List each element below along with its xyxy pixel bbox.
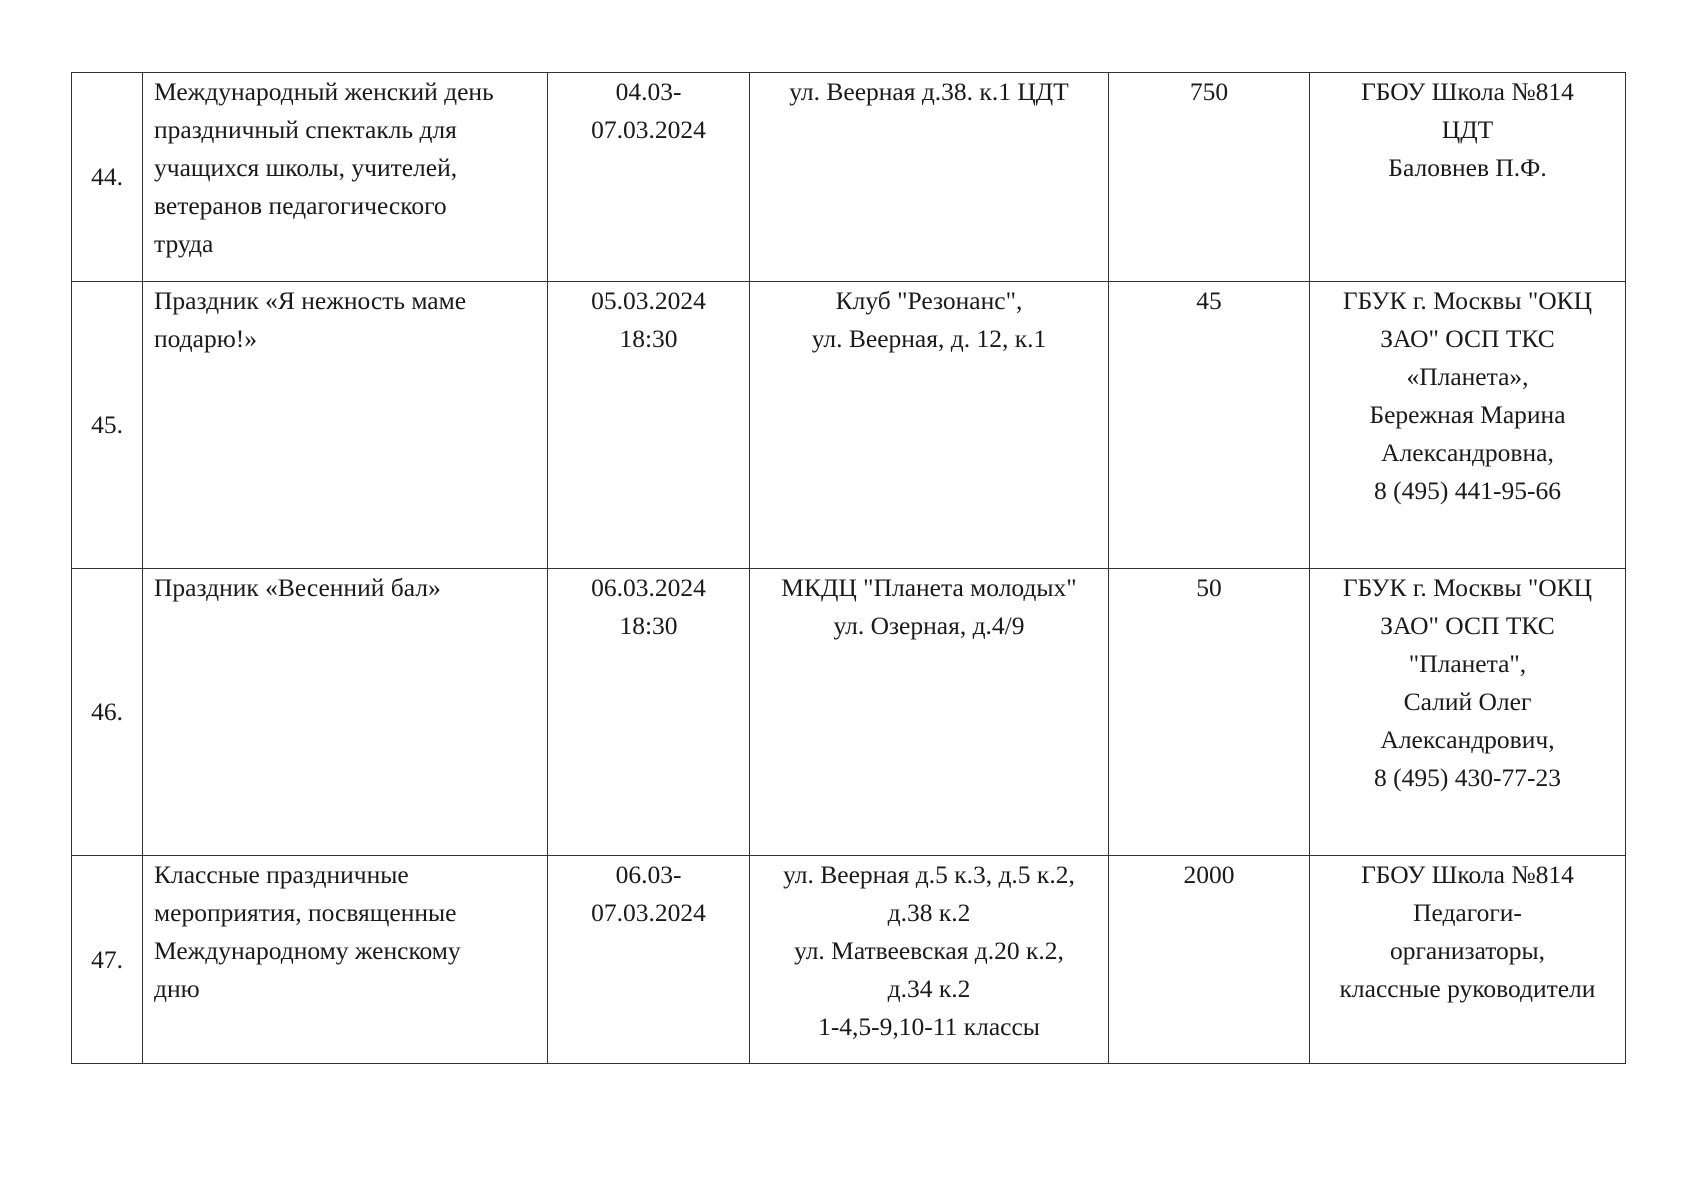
event-cell xyxy=(143,73,548,282)
organizer-line: ЦДТ xyxy=(1441,115,1494,144)
table-row xyxy=(72,569,1626,856)
date-line: 05.03.2024 xyxy=(591,286,706,315)
table-row xyxy=(72,856,1626,1064)
row-number: 46. xyxy=(72,569,143,856)
row-number: 45. xyxy=(72,282,143,569)
row-number: 44. xyxy=(72,73,143,282)
date-line: 07.03.2024 xyxy=(591,898,706,927)
organizer-line: Педагоги- xyxy=(1413,898,1522,927)
organizer-cell xyxy=(1310,282,1626,569)
date-line: 18:30 xyxy=(619,324,678,353)
organizer-line: ЗАО" ОСП ТКС xyxy=(1380,324,1555,353)
event-line: Международный женский день xyxy=(154,77,494,106)
count-cell: 45 xyxy=(1109,282,1310,569)
event-line: учащихся школы, учителей, xyxy=(154,153,458,182)
organizer-cell xyxy=(1310,856,1626,1064)
organizer-cell xyxy=(1310,73,1626,282)
event-line: подарю!» xyxy=(154,324,257,353)
place-line: ул. Матвеевская д.20 к.2, xyxy=(794,936,1064,965)
organizer-line: Баловнев П.Ф. xyxy=(1388,153,1547,182)
organizer-line: Александровна, xyxy=(1381,438,1554,467)
row-number: 47. xyxy=(72,856,143,1064)
organizer-line: «Планета», xyxy=(1406,362,1529,391)
date-line: 04.03- xyxy=(615,77,682,106)
event-line: Классные праздничные xyxy=(154,860,409,889)
place-cell xyxy=(750,569,1109,856)
event-line: дню xyxy=(154,974,200,1003)
event-line: Праздник «Я нежность маме xyxy=(154,286,467,315)
organizer-line: ГБУК г. Москвы "ОКЦ xyxy=(1342,573,1593,602)
place-line: ул. Веерная, д. 12, к.1 xyxy=(811,324,1047,353)
table-row xyxy=(72,73,1626,282)
organizer-line: Салий Олег xyxy=(1403,687,1532,716)
place-line: д.38 к.2 xyxy=(887,898,971,927)
table-row xyxy=(72,282,1626,569)
event-line: праздничный спектакль для xyxy=(154,115,457,144)
events-table xyxy=(71,72,1626,1064)
organizer-line: "Планета", xyxy=(1408,649,1527,678)
organizer-line: 8 (495) 441-95-66 xyxy=(1374,476,1561,505)
event-cell xyxy=(143,282,548,569)
organizer-line: ГБОУ Школа №814 xyxy=(1361,77,1574,106)
place-line: ул. Веерная д.38. к.1 ЦДТ xyxy=(789,77,1069,106)
event-line: Международному женскому xyxy=(154,936,461,965)
event-line: ветеранов педагогического xyxy=(154,191,447,220)
place-line: д.34 к.2 xyxy=(887,974,971,1003)
count-cell: 750 xyxy=(1109,73,1310,282)
place-cell xyxy=(750,73,1109,282)
date-line: 06.03- xyxy=(615,860,682,889)
organizer-line: ГБУК г. Москвы "ОКЦ xyxy=(1342,286,1593,315)
date-cell xyxy=(548,856,750,1064)
place-line: ул. Веерная д.5 к.3, д.5 к.2, xyxy=(783,860,1075,889)
date-line: 06.03.2024 xyxy=(591,573,706,602)
event-line: мероприятия, посвященные xyxy=(154,898,457,927)
date-cell xyxy=(548,282,750,569)
count-cell: 2000 xyxy=(1109,856,1310,1064)
organizer-line: организаторы, xyxy=(1389,936,1546,965)
event-line: труда xyxy=(154,229,214,258)
date-cell xyxy=(548,73,750,282)
place-line: МКДЦ "Планета молодых" xyxy=(781,573,1077,602)
place-line: 1-4,5-9,10-11 классы xyxy=(818,1012,1040,1041)
organizer-line: классные руководители xyxy=(1339,974,1596,1003)
place-cell xyxy=(750,282,1109,569)
place-line: Клуб "Резонанс", xyxy=(835,286,1023,315)
event-cell xyxy=(143,856,548,1064)
place-cell xyxy=(750,856,1109,1064)
place-line: ул. Озерная, д.4/9 xyxy=(833,611,1025,640)
organizer-cell xyxy=(1310,569,1626,856)
organizer-line: ГБОУ Школа №814 xyxy=(1361,860,1574,889)
organizer-line: ЗАО" ОСП ТКС xyxy=(1380,611,1555,640)
date-cell xyxy=(548,569,750,856)
organizer-line: Александрович, xyxy=(1380,725,1555,754)
date-line: 18:30 xyxy=(619,611,678,640)
event-cell xyxy=(143,569,548,856)
event-line: Праздник «Весенний бал» xyxy=(154,573,441,602)
count-cell: 50 xyxy=(1109,569,1310,856)
date-line: 07.03.2024 xyxy=(591,115,706,144)
organizer-line: 8 (495) 430-77-23 xyxy=(1374,763,1561,792)
organizer-line: Бережная Марина xyxy=(1369,400,1566,429)
